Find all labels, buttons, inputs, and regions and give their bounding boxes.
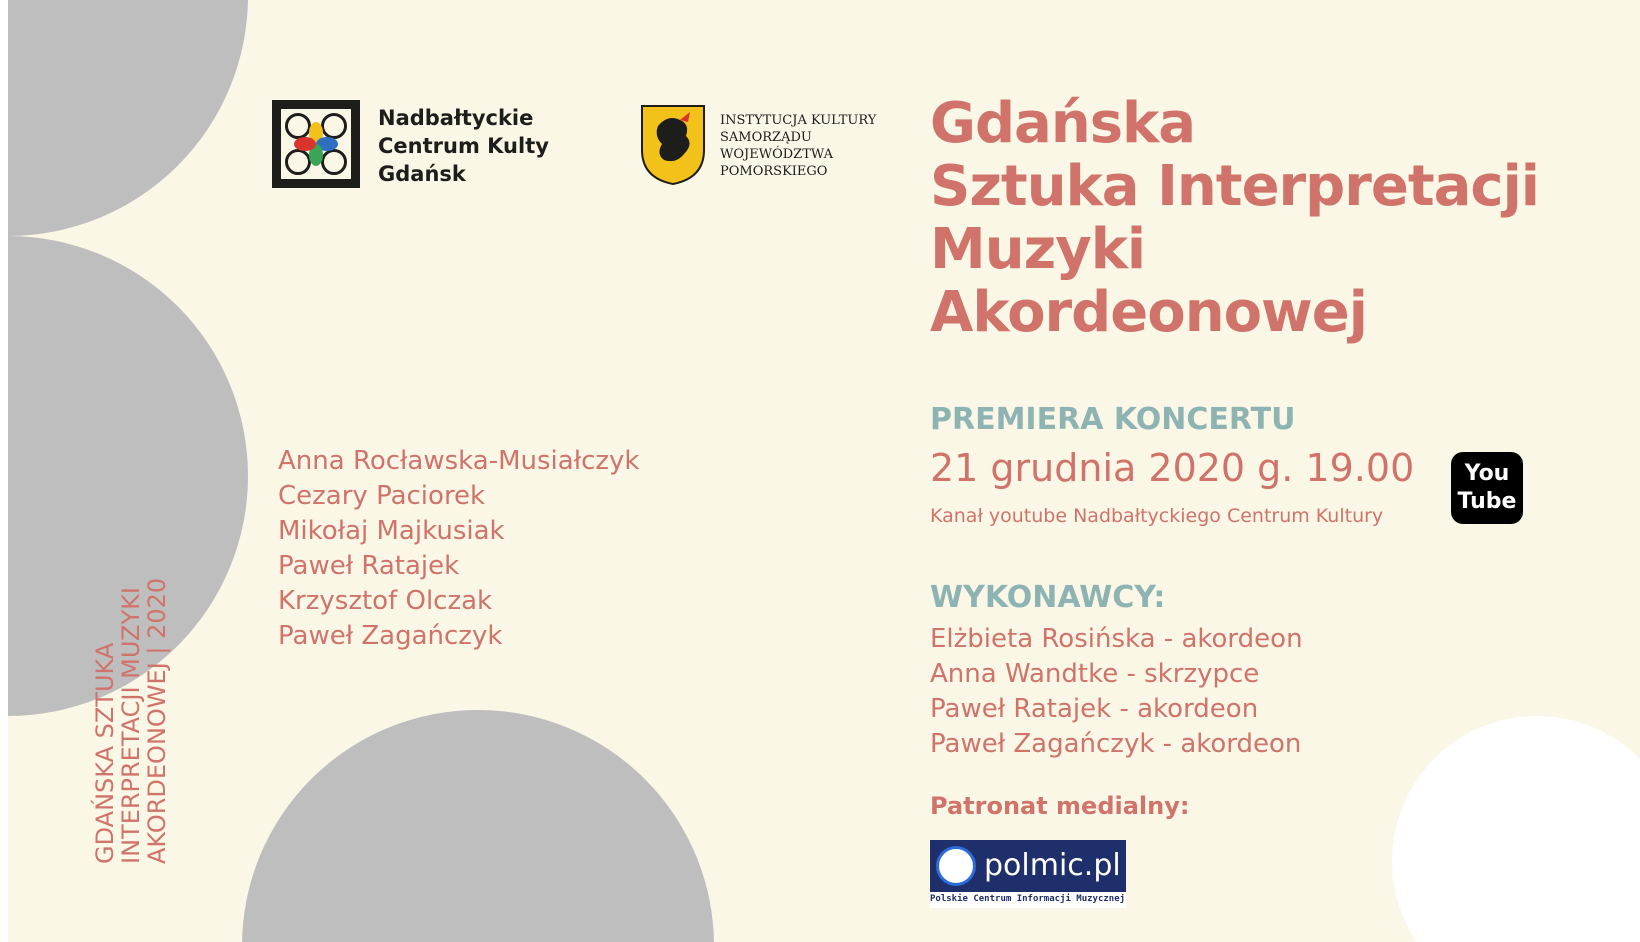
performers-heading: WYKONAWCY: [930, 580, 1166, 615]
youtube-icon-top: You [1464, 461, 1510, 486]
ikp-logo-line: INSTYTUCJA KULTURY [720, 113, 877, 128]
ikp-logo-line: SAMORZĄDU [720, 130, 812, 145]
name-item: Paweł Ratajek [278, 551, 460, 581]
ikp-logo-line: WOJEWÓDZTWA [720, 147, 833, 162]
youtube-icon[interactable] [1451, 452, 1523, 524]
premiere-date: 21 grudnia 2020 g. 19.00 [930, 446, 1415, 490]
premiere-heading: PREMIERA KONCERTU [930, 402, 1296, 437]
premiere-channel: Kanał youtube Nadbałtyckiego Centrum Kultury [930, 505, 1384, 527]
vertical-title-line: GDAŃSKA SZTUKA [91, 642, 119, 864]
vertical-title-line: INTERPRETACJI MUZYKI [117, 587, 145, 864]
polmic-logo-subtitle: Polskie Centrum Informacji Muzycznej [930, 894, 1126, 904]
performer-item: Anna Wandtke - skrzypce [930, 659, 1260, 689]
corner-cutout [1392, 716, 1640, 942]
performers-list [930, 622, 1303, 762]
ikp-logo-text [720, 112, 876, 180]
title-line: Sztuka Interpretacji [930, 154, 1539, 219]
name-item: Mikołaj Majkusiak [278, 516, 505, 546]
name-item: Krzysztof Olczak [278, 586, 493, 616]
performer-item: Paweł Zagańczyk - akordeon [930, 729, 1302, 759]
nck-logo-text [378, 104, 549, 188]
performer-item: Elżbieta Rosińska - akordeon [930, 624, 1303, 654]
poster [8, 0, 1640, 942]
grey-circle-top [8, 0, 248, 236]
vertical-title [92, 578, 170, 864]
nck-logo-line: Centrum Kulty [378, 134, 549, 158]
polmic-logo[interactable] [930, 840, 1126, 908]
globe-icon [936, 846, 976, 886]
vertical-title-line: AKORDEONOWEJ | 2020 [143, 577, 171, 864]
nck-logo-icon [272, 100, 360, 188]
nck-logo-line: Gdańsk [378, 162, 466, 186]
name-item: Paweł Zagańczyk [278, 621, 503, 651]
polmic-logo-name: polmic.pl [984, 848, 1121, 883]
name-item: Cezary Paciorek [278, 481, 486, 511]
youtube-icon-bottom: Tube [1457, 489, 1517, 514]
title-line: Gdańska [930, 91, 1196, 156]
title-line: Muzyki [930, 217, 1146, 282]
performer-item: Paweł Ratajek - akordeon [930, 694, 1259, 724]
grey-circle-bottom [242, 710, 714, 942]
patronage-heading: Patronat medialny: [930, 792, 1190, 820]
title-line: Akordeonowej [930, 280, 1367, 345]
names-list [278, 444, 639, 654]
name-item: Anna Rocławska-Musiałczyk [278, 446, 640, 476]
ikp-logo-line: POMORSKIEGO [720, 164, 828, 179]
pomorskie-crest-icon [640, 104, 706, 186]
nck-logo-line: Nadbałtyckie [378, 106, 534, 130]
page-title [930, 92, 1539, 344]
